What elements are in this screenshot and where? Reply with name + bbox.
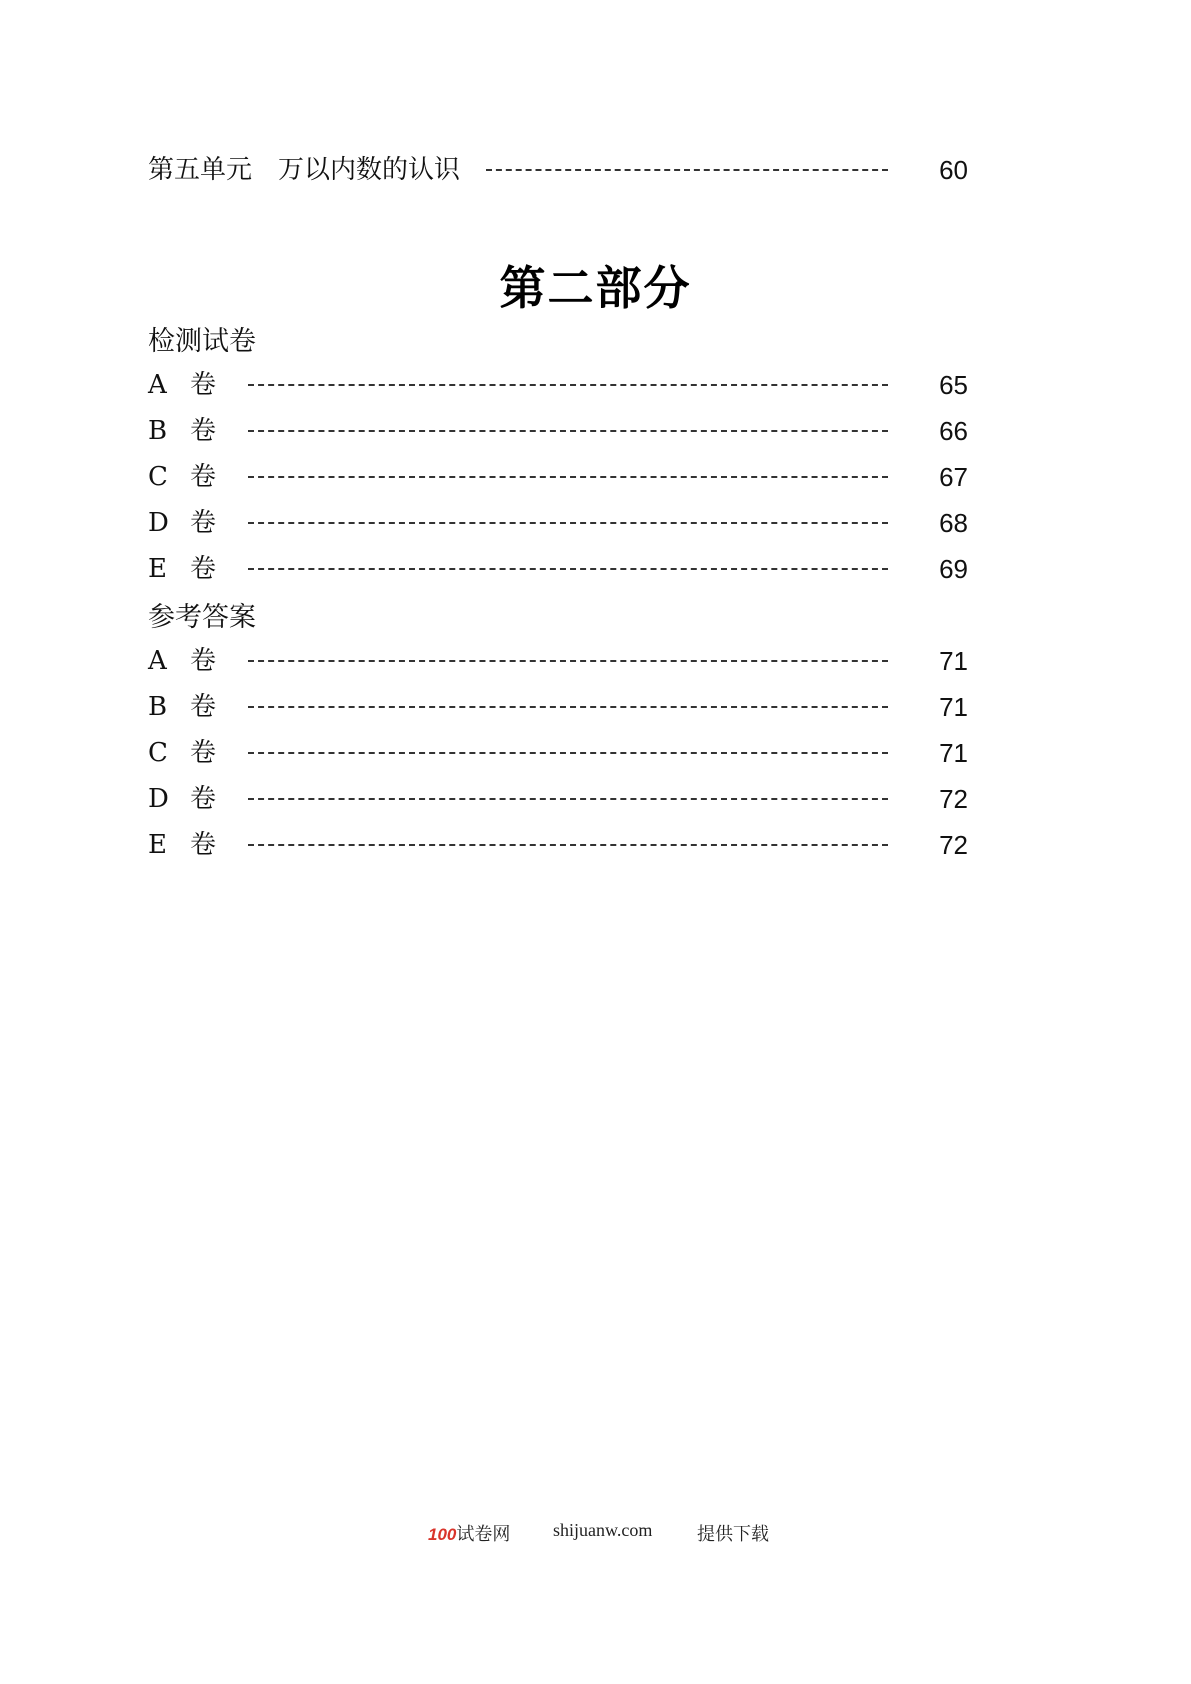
toc-entry[interactable] — [148, 457, 968, 497]
section-title: 第二部分 — [499, 261, 692, 315]
dotted-leader — [248, 752, 888, 754]
paper-name: 卷 — [190, 508, 217, 538]
toc-entry[interactable] — [148, 779, 968, 819]
dotted-leader — [248, 476, 888, 478]
paper-name: 卷 — [190, 692, 217, 722]
paper-letter: B — [148, 692, 168, 722]
dotted-leader — [248, 430, 888, 432]
group-heading-answers: 参考答案 — [148, 602, 256, 633]
paper-letter: C — [148, 462, 168, 492]
footer-site-link[interactable]: shijuanw.com — [553, 1520, 653, 1540]
toc-entry[interactable] — [148, 733, 968, 773]
paper-letter: C — [148, 738, 168, 768]
toc-page-number: 71 — [939, 692, 968, 722]
toc-entry[interactable] — [148, 503, 968, 543]
toc-page-number: 67 — [939, 462, 968, 492]
dotted-leader — [248, 660, 888, 662]
brand-name: 试卷网 — [456, 1524, 511, 1544]
toc-page-number: 68 — [939, 508, 968, 538]
paper-letter: A — [148, 370, 167, 400]
paper-letter: E — [148, 554, 167, 584]
toc-page-number: 72 — [939, 830, 968, 860]
toc-page-number: 66 — [939, 416, 968, 446]
dotted-leader — [248, 568, 888, 570]
toc-entry[interactable] — [148, 825, 968, 865]
toc-page-number: 71 — [939, 646, 968, 676]
paper-letter: D — [148, 784, 169, 814]
brand-logo: 100 — [428, 1525, 457, 1544]
paper-name: 卷 — [190, 646, 217, 676]
paper-name: 卷 — [190, 830, 217, 860]
paper-name: 卷 — [190, 416, 217, 446]
dotted-leader — [486, 169, 888, 171]
toc-entry[interactable] — [148, 411, 968, 451]
toc-entry[interactable] — [148, 365, 968, 405]
footer-brand — [428, 1520, 510, 1546]
toc-entry[interactable] — [148, 641, 968, 681]
dotted-leader — [248, 706, 888, 708]
paper-letter: B — [148, 416, 168, 446]
paper-letter: D — [148, 508, 169, 538]
dotted-leader — [248, 844, 888, 846]
dotted-leader — [248, 522, 888, 524]
paper-name: 卷 — [190, 738, 217, 768]
group-heading-tests: 检测试卷 — [148, 326, 256, 357]
page-footer — [0, 1520, 1191, 1550]
paper-name: 卷 — [190, 554, 217, 584]
paper-letter: E — [148, 830, 167, 860]
paper-letter: A — [148, 646, 167, 676]
toc-page-number: 69 — [939, 554, 968, 584]
paper-name: 卷 — [190, 784, 217, 814]
toc-page-number: 65 — [939, 370, 968, 400]
toc-entry-unit-5[interactable] — [148, 150, 968, 190]
toc-entry[interactable] — [148, 687, 968, 727]
paper-name: 卷 — [190, 370, 217, 400]
toc-entry[interactable] — [148, 549, 968, 589]
dotted-leader — [248, 384, 888, 386]
footer-download-text: 提供下载 — [697, 1524, 769, 1544]
toc-page-number: 72 — [939, 784, 968, 814]
toc-page-number: 71 — [939, 738, 968, 768]
toc-entry-label: 第五单元 万以内数的认识 — [148, 155, 461, 185]
dotted-leader — [248, 798, 888, 800]
paper-name: 卷 — [190, 462, 217, 492]
toc-page-number: 60 — [939, 155, 968, 185]
